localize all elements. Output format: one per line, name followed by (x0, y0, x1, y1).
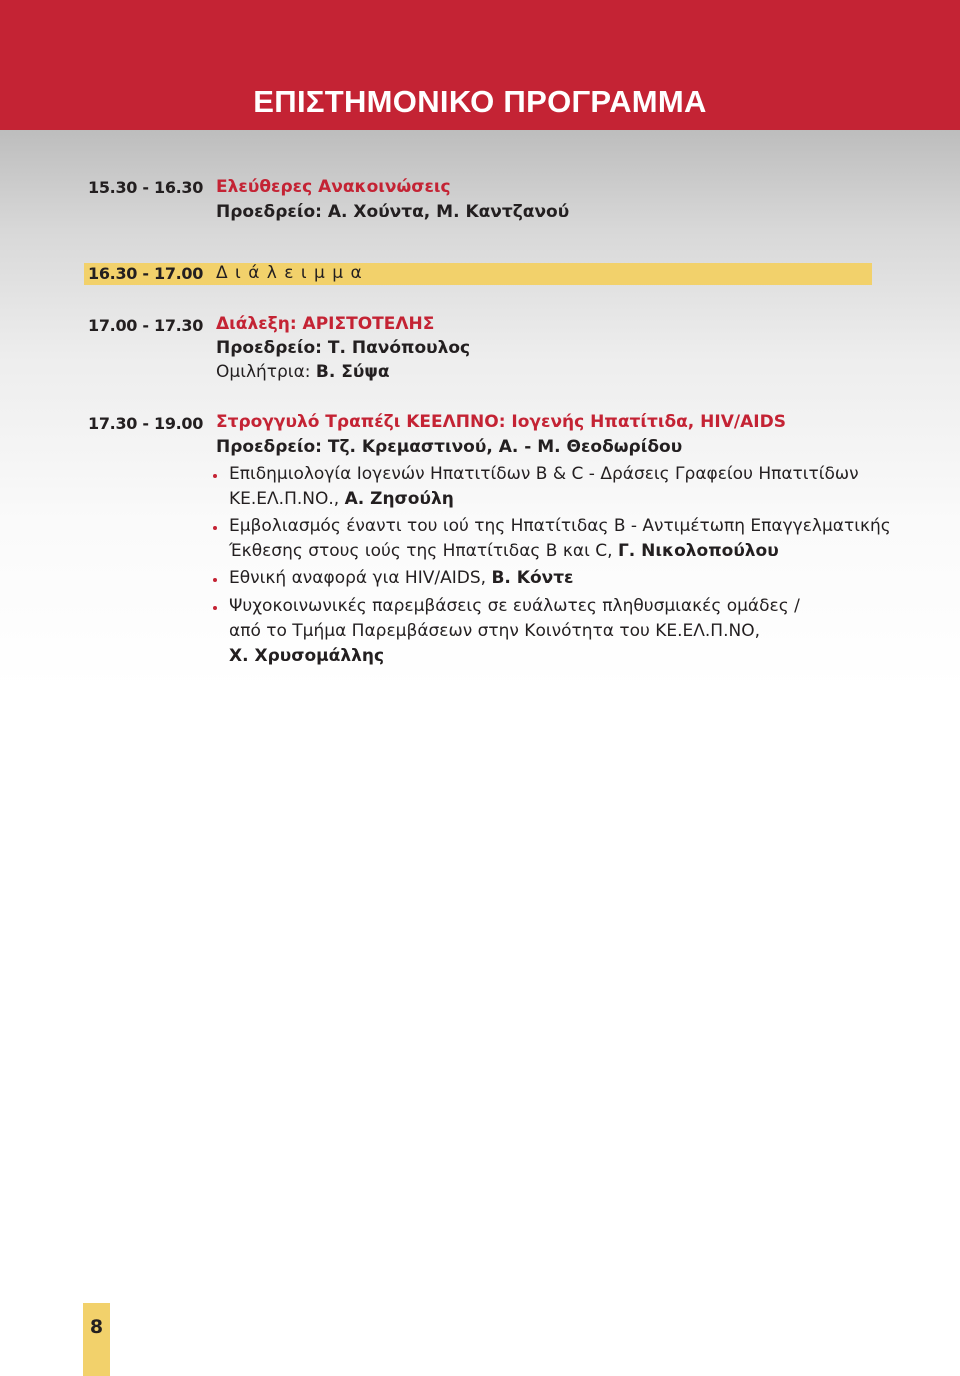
talk-speaker: Χ. Χρυσομάλλης (229, 646, 385, 666)
talk-text: ΚΕ.ΕΛ.Π.ΝΟ., (229, 489, 340, 509)
break-label: Δ ι ά λ ε ι μ μ α (216, 263, 363, 283)
talk-speaker: Β. Κόντε (491, 568, 574, 588)
bullet-icon (213, 606, 217, 610)
talk-line: Εμβολιασμός έναντι του ιού της Ηπατίτιδας Β - Αντιμέτωπη Επαγγελματικής (229, 516, 891, 536)
session-chairs: Προεδρείο: Α. Χούντα, Μ. Καντζανού (216, 202, 570, 222)
speaker-name: Β. Σύψα (315, 362, 390, 382)
session-time: 16.30 - 17.00 (88, 264, 204, 283)
talk-text: Έκθεσης στους ιούς της Ηπατίτιδας Β και C, (229, 541, 613, 561)
talk-speaker: Α. Ζησούλη (344, 489, 454, 509)
session-speaker (216, 362, 390, 382)
talk-line (229, 568, 574, 588)
talk-line: Επιδημιολογία Ιογενών Ηπατιτίδων Β & C - Δράσεις Γραφείου Ηπατιτίδων (229, 464, 859, 484)
session-title: Διάλεξη: ΑΡΙΣΤΟΤΕΛΗΣ (216, 314, 435, 334)
session-time: 15.30 - 16.30 (88, 178, 204, 197)
talk-line: από το Τμήμα Παρεμβάσεων στην Κοινότητα του ΚΕ.ΕΛ.Π.ΝΟ, (229, 621, 760, 641)
page-title: ΕΠΙΣΤΗΜΟΝΙΚΟ ΠΡΟΓΡΑΜΜΑ (253, 84, 707, 119)
page-number: 8 (89, 1316, 104, 1338)
session-time: 17.00 - 17.30 (88, 316, 204, 335)
session-chairs: Προεδρείο: Τζ. Κρεμαστινού, Α. - Μ. Θεοδωρίδου (216, 437, 683, 457)
session-chairs: Προεδρείο: Τ. Πανόπουλος (216, 338, 471, 358)
speaker-label: Ομιλήτρια: (216, 362, 311, 382)
session-time: 17.30 - 19.00 (88, 414, 204, 433)
bullet-icon (213, 526, 217, 530)
talk-speaker: Γ. Νικολοπούλου (617, 541, 779, 561)
talk-text: Εθνική αναφορά για HIV/AIDS, (229, 568, 487, 588)
session-title: Ελεύθερες Ανακοινώσεις (216, 177, 451, 197)
session-title: Στρογγυλό Τραπέζι ΚΕΕΛΠΝΟ: Ιογενής Ηπατίτιδα, HIV/AIDS (216, 412, 786, 432)
page-number-tab (83, 1303, 110, 1376)
talk-line (229, 541, 779, 561)
talk-line (229, 489, 454, 509)
bullet-icon (213, 474, 217, 478)
bullet-icon (213, 578, 217, 582)
talk-line: Ψυχοκοινωνικές παρεμβάσεις σε ευάλωτες πληθυσμιακές ομάδες / (229, 596, 800, 616)
